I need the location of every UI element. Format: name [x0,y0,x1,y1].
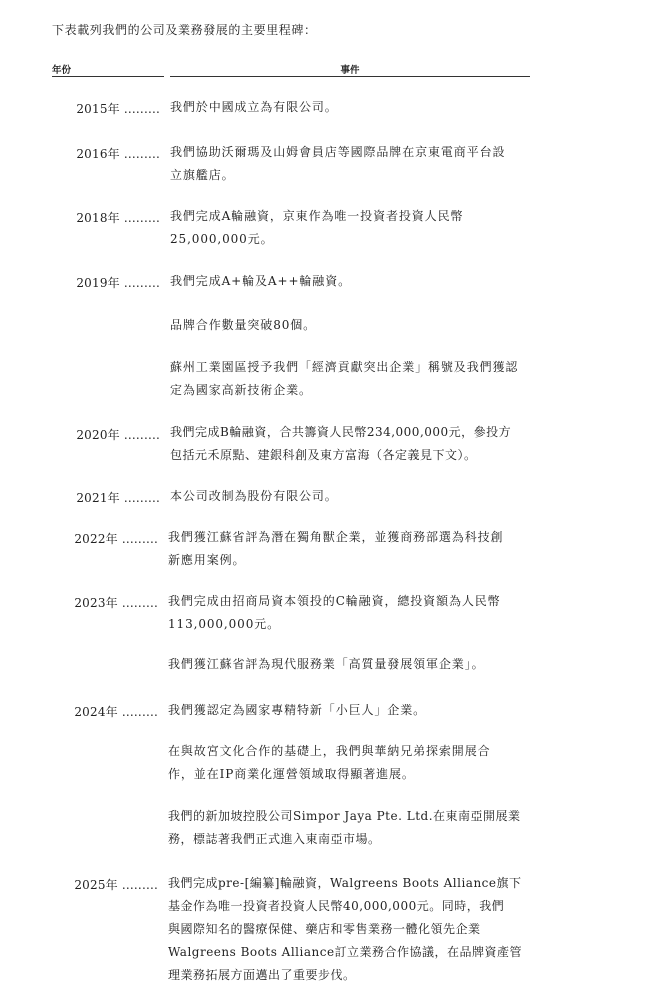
event-text: 本公司改制為股份有限公司。 [170,489,338,503]
event-text: 我們協助沃爾瑪及山姆會員店等國際品牌在京東電商平台設 立旗艦店。 [170,145,506,182]
event-text: 我們獲江蘇省評為現代服務業「高質量發展領軍企業」。 [168,657,485,671]
event-text: 品牌合作數量突破80個。 [170,318,317,332]
event-text: 我們完成pre-[編纂]輪融資，Walgreens Boots Alliance旗下 基金作為唯一投資者投資人民幣40,000,000元。同時，我們 與國際知名的醫療保健、藥店和零售業務一體化領先企業 Walgreens Boots Alliance訂立業務合作協議，在品牌資產管 理業務拓展方面邁出了重要步伐。 [168,876,523,982]
year-label: 2019年 ......... [76,276,160,290]
event-text: 蘇州工業園區授予我們「經濟貢獻突出企業」稱號及我們獲認 定為國家高新技術企業。 [170,360,519,397]
event-text: 我們完成由招商局資本領投的C輪融資，總投資額為人民幣 113,000,000元。 [168,594,501,631]
event-text: 我們的新加坡控股公司Simpor Jaya Pte. Ltd.在東南亞開展業 務，標誌著我們正式進入東南亞市場。 [168,809,521,846]
intro-text: 下表載列我們的公司及業務發展的主要里程碑： [52,23,317,37]
year-label: 2015年 ......... [76,102,160,116]
header-rule-year [52,76,164,77]
year-label: 2016年 ......... [76,147,160,161]
column-header-event: 事件 [340,65,360,76]
event-text: 我們完成A+輪及A++輪融資。 [170,274,351,288]
event-text: 我們完成B輪融資，合共籌資人民幣234,000,000元，參投方 包括元禾原點、建銀科創及東方富海（各定義見下文）。 [170,425,512,462]
column-header-year: 年份 [52,65,72,76]
year-label: 2023年 ......... [74,596,158,610]
year-label: 2020年 ......... [76,428,160,442]
year-label: 2018年 ......... [76,211,160,225]
year-label: 2022年 ......... [74,532,158,546]
event-text: 我們獲江蘇省評為潛在獨角獸企業，並獲商務部選為科技創 新應用案例。 [168,530,504,567]
year-label: 2024年 ......... [74,705,158,719]
event-text: 在與故宮文化合作的基礎上，我們與華納兄弟探索開展合 作，並在IP商業化運營領域取得顯著進展。 [168,744,491,781]
year-label: 2021年 ......... [76,491,160,505]
year-label: 2025年 ......... [74,878,158,892]
event-text: 我們於中國成立為有限公司。 [170,100,338,114]
event-text: 我們完成A輪融資，京東作為唯一投資者投資人民幣 25,000,000元。 [170,209,464,246]
header-rule-event [170,76,530,77]
event-text: 我們獲認定為國家專精特新「小巨人」企業。 [168,703,427,717]
